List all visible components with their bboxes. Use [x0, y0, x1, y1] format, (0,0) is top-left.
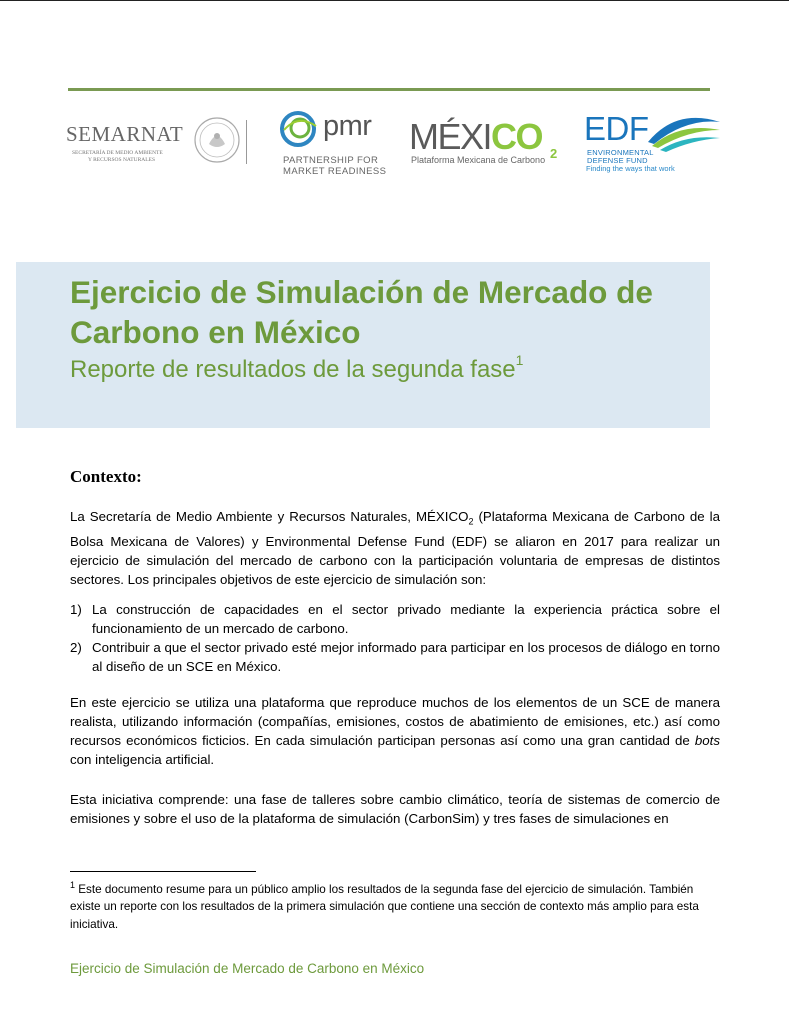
mexico2-wordmark — [409, 116, 542, 158]
list-item — [70, 638, 720, 676]
context-p1-part-a: La Secretaría de Medio Ambiente y Recursos Naturales, MÉXICO — [70, 509, 469, 524]
pmr-subtitle-1: PARTNERSHIP FOR — [283, 155, 379, 166]
mexico2-subscript: 2 — [550, 146, 558, 161]
mexico2-subtitle: Plataforma Mexicana de Carbono — [411, 155, 546, 165]
list-item-text: Contribuir a que el sector privado esté mejor informado para participar en los procesos de diálogo en torno al diseño de un SCE en México. — [92, 640, 720, 674]
header-rule — [68, 88, 710, 91]
context-p2-part-a: En este ejercicio se utiliza una plataforma que reproduce muchos de los elementos de un SCE de manera realista, utilizando información (compañías, emisiones, costos de abatimiento de emisiones, etc.) así como recursos económicos ficticios. En cada simulación participan personas así como una gran cantidad de — [70, 695, 720, 748]
semarnat-subtitle-1: SECRETARÍA DE MEDIO AMBIENTE — [72, 150, 163, 156]
context-p1-part-b: (Plataforma Mexicana de Carbono de la Bolsa Mexicana de Valores) y Environmental Defense Fund (EDF) se aliaron en 2017 para realizar un ejercicio de simulación del mercado de carbono con la participación voluntaria de empresas de distintos sectores. Los principales objetivos de este ejercicio de simulación son: — [70, 509, 721, 587]
section-heading-context: Contexto: — [70, 467, 142, 486]
context-paragraph-2 — [70, 693, 720, 769]
edf-logo — [584, 110, 724, 176]
page-top-border — [0, 0, 789, 1]
edf-swoosh-icon — [646, 112, 722, 152]
list-item — [70, 600, 720, 638]
footnote-text: Este documento resume para un público amplio los resultados de la segunda fase del ejercicio de simulación. También existe un reporte con los resultados de la primera simulación que contiene una sección de contexto más amplio para esta iniciativa. — [70, 882, 699, 931]
mexico2-wordmark-co: CO — [491, 116, 543, 157]
semarnat-divider — [246, 120, 247, 164]
list-item-text: La construcción de capacidades en el sector privado mediante la experiencia práctica sobre el funcionamiento de un mercado de carbono. — [92, 602, 720, 636]
footnote — [70, 877, 720, 933]
subtitle-footnote-ref[interactable]: 1 — [515, 352, 524, 368]
footnote-mark: 1 — [70, 880, 76, 890]
objectives-list — [70, 600, 720, 676]
context-p2-part-b: con inteligencia artificial. — [70, 752, 215, 767]
pmr-logo — [278, 108, 388, 178]
list-item-number: 2) — [70, 640, 82, 655]
subtitle-text: Reporte de resultados de la segunda fase — [70, 356, 516, 383]
pmr-subtitle-2: MARKET READINESS — [283, 166, 387, 177]
edf-tagline: Finding the ways that work — [586, 164, 675, 173]
list-item-number: 1) — [70, 602, 82, 617]
footnote-rule — [70, 871, 256, 872]
context-paragraph-1 — [70, 507, 720, 589]
semarnat-wordmark: SEMARNAT — [66, 122, 184, 146]
pmr-globe-icon — [278, 108, 322, 150]
page-footer: Ejercicio de Simulación de Mercado de Carbono en México — [70, 961, 425, 976]
semarnat-subtitle-2: Y RECURSOS NATURALES — [88, 157, 156, 163]
edf-subtitle-2: DEFENSE FUND — [587, 156, 648, 165]
document-subtitle — [70, 352, 524, 384]
context-p2-emphasis: bots — [694, 733, 720, 748]
mexico2-wordmark-a: MÉXI — [409, 116, 492, 157]
context-paragraph-3: Esta iniciativa comprende: una fase de talleres sobre cambio climático, teoría de sistemas de comercio de emisiones y sobre el uso de la plataforma de simulación (CarbonSim) y tres fases de simulaciones en — [70, 792, 720, 826]
mexico2-logo — [409, 116, 564, 170]
mexico-seal-icon — [193, 116, 241, 164]
context-p1-subscript: 2 — [468, 516, 474, 527]
edf-wordmark: EDF — [584, 110, 649, 147]
pmr-wordmark: pmr — [323, 110, 372, 142]
document-title: Ejercicio de Simulación de Mercado de Carbono en México — [70, 274, 653, 350]
edf-subtitle-1: ENVIRONMENTAL — [587, 148, 654, 157]
